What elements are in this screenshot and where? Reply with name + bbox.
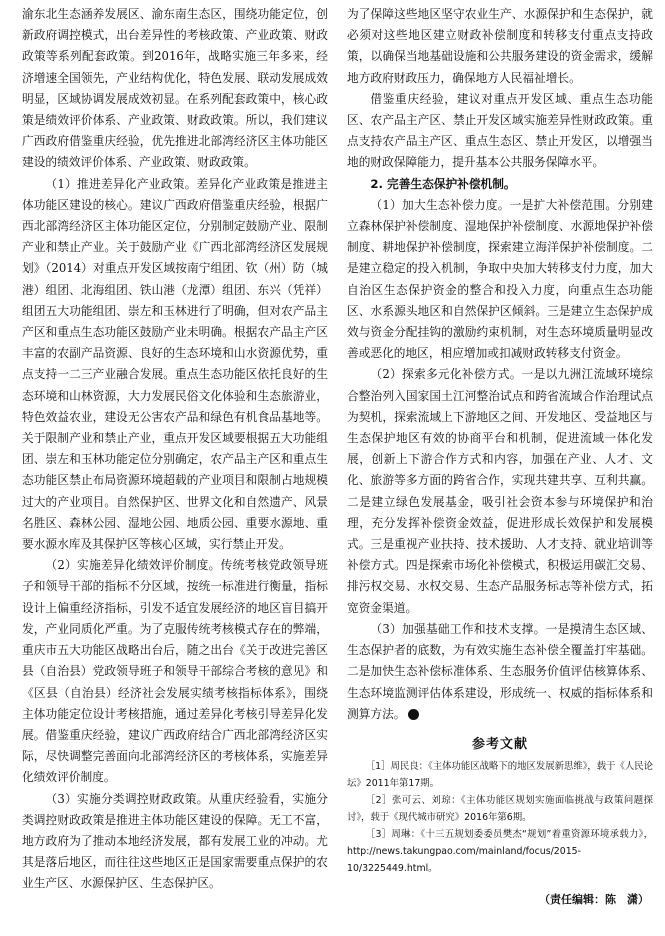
end-of-article-icon: Z (408, 709, 419, 720)
paragraph-fiscal-policy: （3）实施分类调控财政政策。从重庆经验看，实施分类调控财政政策是推进主体功能区建设的保障。无工不富，地方政府为了推动本地经济发展，都有发展工业的冲动。尤其是落后地区，而往往这些地区正是国家需要重点保护的农业生产区、水源保护区、生态保护区。 (22, 791, 328, 891)
left-column (22, 4, 328, 895)
paragraph-chongqing-experience: 借鉴重庆经验，建议对重点开发区域、重点生态功能区、农产品主产区、禁止开发区域实施差异性财政政策。重点支持农产品主产区、重点生态区、禁止开发区，以增强当地的财政保障能力，提升基本公共服务保障水平。 (347, 91, 653, 170)
reference-item: ［3］周琳：《十三五规划委委员樊杰“规划”着重资源环境承载力》，http://news.takungpao.com/mainland/focus/2015-10/3225449.html。 (347, 828, 653, 874)
references-title: 参考文献 (471, 736, 528, 752)
responsible-editor: （责任编辑：陈 潇） (539, 892, 649, 906)
paragraph-technical-support-text: （3）加强基础工作和技术支撑。一是摸清生态区域、生态保护者的底数，为有效实施生态补偿全覆盖打牢基础。二是加快生态补偿标准体系、生态服务价值评估核算体系、生态环境监测评估体系建设，形成统一、权威的指标体系和测算方法。 (347, 621, 653, 721)
paragraph-compensation-methods: （2）探索多元化补偿方式。一是以九洲江流域环境综合整治列入国家国土江河整治试点和跨省流域合作治理试点为契机，探索流域上下游地区之间、开发地区、受益地区与生态保护地区有效的协商平台和机制，促进流域一体化发展，创新上下游合作方式和内容，加强在产业、人才、文化、旅游等多方面的跨省合作，实现共建共享、互利共赢。二是建立绿色发展基金，吸引社会资本参与环境保护和治理，充分发挥补偿资金效益，促进形成长效保护和发展模式。三是重视产业扶持、技术援助、人才支持、就业培训等补偿方式。四是探索市场化补偿模式，积极运用碳汇交易、排污权交易、水权交易、生态产品服务标志等补偿方式，拓宽资金渠道。 (347, 367, 653, 615)
reference-item: ［2］张可云、刘琼：《主体功能区规划实施面临挑战与政策问题探讨》，载于《现代城市研究》2016年第6期。 (347, 794, 653, 823)
right-column (347, 4, 653, 907)
paragraph-left-open: 渝东北生态涵养发展区、渝东南生态区，围绕功能定位，创新政府调控模式，出台差异性的考核政策、产业政策、财政政策等系列配套政策。到2016年，战略实施三年多来，经济增速全国领先，产业结构优化，特色发展、联动发展成效明显，区域协调发展成效初显。在系列配套政策中，核心政策是绩效评价体系、产业政策、财政政策。所以，我们建议广西政府借鉴重庆经验，优先推进北部湾经济区主体功能区建设的绩效评价体系、产业政策、财政政策。 (22, 7, 328, 170)
paragraph-compensation-intensity: （1）加大生态补偿力度。一是扩大补偿范围。分别建立森林保护补偿制度、湿地保护补偿制度、水源地保护补偿制度、耕地保护补偿制度，探索建立海洋保护补偿制度。二是建立稳定的投入机制，争取中央加大转移支付力度，加大自治区生态保护资金的整合和投入力度，向重点生态功能区、水系源头地区和自然保护区倾斜。三是建立生态保护成效与资金分配挂钩的激励约束机制，对生态环境质量明显改善或恶化的地区，相应增加或扣减财政转移支付资金。 (347, 197, 653, 361)
paragraph-technical-support (347, 619, 653, 725)
reference-item: ［1］周民良：《主体功能区战略下的地区发展新思维》，载于《人民论坛》2011年第17期。 (347, 760, 653, 789)
paragraph-performance-evaluation: （2）实施差异化绩效评价制度。传统考核党政领导班子和领导干部的指标不分区域，按统一标准进行衡量，指标设计上偏重经济指标，引发不适宜发展经济的地区盲目搞开发，产业同质化严重。为了克服传统考核模式存在的弊端，重庆市五大功能区战略出台后，随之出台《关于改进完善区县（自治县）党政领导班子和领导干部综合考核的意见》和《区县（自治县）经济社会发展实绩考核指标体系》，围绕主体功能定位设计考核措施，通过差异化考核引导差异化发展。借鉴重庆经验，建议广西政府结合广西北部湾经济区实际，尽快调整完善面向北部湾经济区的考核体系，实施差异化绩效评价制度。 (22, 558, 328, 785)
section-heading-eco-compensation: 2. 完善生态保护补偿机制。 (370, 176, 516, 191)
paragraph-industry-policy: （1）推进差异化产业政策。差异化产业政策是推进主体功能区建设的核心。建议广西政府借鉴重庆经验，根据广西北部湾经济区主体功能区定位，分别制定鼓励产业、限制产业和禁止产业。关于鼓励产业《广西北部湾经济区发展规划》（2014）对重点开发区域按南宁组团、钦（州）防（城港）组团、北海组团、铁山港（龙潭）组团、东兴（凭祥）组团五大功能组团、崇左和玉林进行了明确，但对农产品主产区和重点生态功能区鼓励产业未明确。根据农产品主产区丰富的农副产品资源、良好的生态环境和山水资源优势，重点支持一二三产业融合发展。重点生态功能区依托良好的生态环境和山林资源，大力发展民俗文化体验和生态旅游业，特色效益农业，建设无公害农产品和绿色有机食品基地等。关于限制产业和禁止产业，重点开发区域要根据五大功能组团、崇左和玉林功能定位分别确定，农产品主产区和重点生态功能区禁止布局资源环境超载的产业项目和限制占地规模过大的产业项目。自然保护区、世界文化和自然遗产、风景名胜区、森林公园、湿地公园、地质公园、重要水源地、重要水源水库及其保护区等核心区域，实行禁止开发。 (22, 176, 328, 552)
paragraph-right-open: 为了保障这些地区坚守农业生产、水源保护和生态保护，就必须对这些地区建立财政补偿制度和转移支付重点支持政策，以确保当地基础设施和公共服务建设的资金需求，缓解地方政府财政压力，确保地方人民福祉增长。 (347, 7, 653, 85)
